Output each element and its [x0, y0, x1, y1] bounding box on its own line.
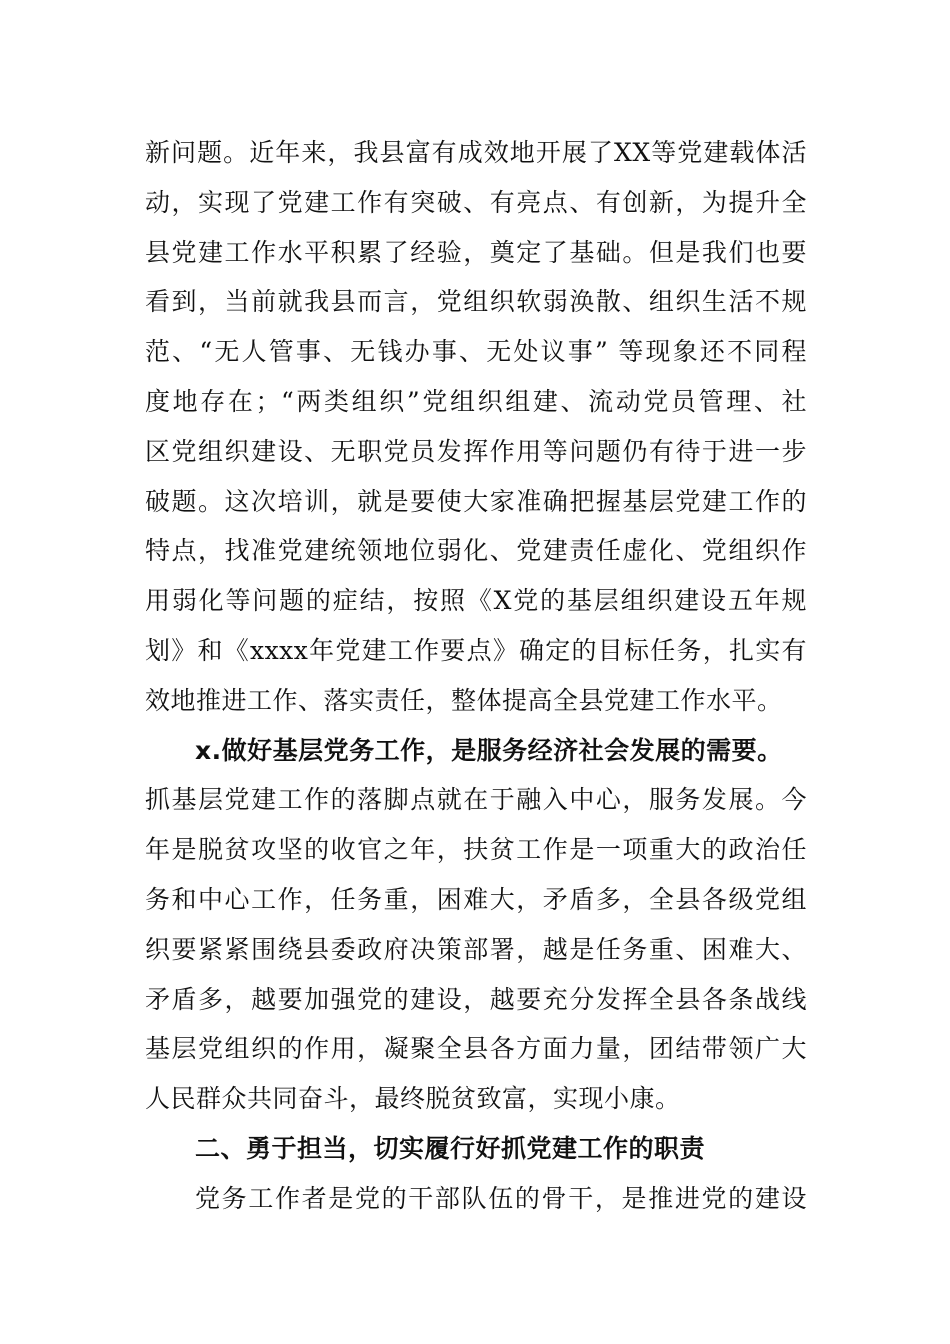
- text-line: 度地存在；“两类组织”党组织组建、流动党员管理、社: [145, 386, 807, 416]
- text-line: 特点，找准党建统领地位弱化、党建责任虚化、党组织作: [145, 536, 807, 566]
- text-line: 人民群众共同奋斗，最终脱贫致富，实现小康。: [145, 1084, 681, 1114]
- text-line: 年是脱贫攻坚的收官之年，扶贫工作是一项重大的政治任: [145, 835, 807, 865]
- text-line: 划》和《xxxx年党建工作要点》确定的目标任务，扎实有: [145, 635, 807, 665]
- paragraph-party-building-results: [145, 128, 807, 726]
- text-line: 动，实现了党建工作有突破、有亮点、有创新，为提升全: [145, 187, 807, 217]
- text-line: 务和中心工作，任务重，困难大，矛盾多，全县各级党组: [145, 884, 807, 914]
- paragraph-serve-development: [145, 726, 807, 1124]
- text-line: 县党建工作水平积累了经验，奠定了基础。但是我们也要: [145, 237, 807, 267]
- text-line: 用弱化等问题的症结，按照《X党的基层组织建设五年规: [145, 586, 807, 616]
- text-line: 效地推进工作、落实责任，整体提高全县党建工作水平。: [145, 685, 783, 715]
- text-line: 看到，当前就我县而言，党组织软弱涣散、组织生活不规: [145, 287, 807, 317]
- document-page: [145, 128, 807, 1224]
- section-heading: 二、勇于担当，切实履行好抓党建工作的职责: [195, 1133, 706, 1163]
- text-line: 矛盾多，越要加强党的建设，越要充分发挥全县各条战线: [145, 984, 807, 1014]
- text-line: 党务工作者是党的干部队伍的骨干，是推进党的建设: [195, 1183, 807, 1213]
- text-line: 抓基层党建工作的落脚点就在于融入中心，服务发展。今: [145, 785, 807, 815]
- subsection-heading: x.做好基层党务工作，是服务经济社会发展的需要。: [195, 735, 783, 765]
- text-line: 区党组织建设、无职党员发挥作用等问题仍有待于进一步: [145, 436, 807, 466]
- text-line: 织要紧紧围绕县委政府决策部署，越是任务重、困难大、: [145, 934, 807, 964]
- text-line: 范、“无人管事、无钱办事、无处议事” 等现象还不同程: [145, 337, 807, 367]
- text-line: 基层党组织的作用，凝聚全县各方面力量，团结带领广大: [145, 1034, 807, 1064]
- text-line: 新问题。近年来，我县富有成效地开展了XX等党建载体活: [145, 138, 807, 167]
- text-line: 破题。这次培训，就是要使大家准确把握基层党建工作的: [145, 486, 807, 516]
- paragraph-party-workers: [145, 1174, 807, 1224]
